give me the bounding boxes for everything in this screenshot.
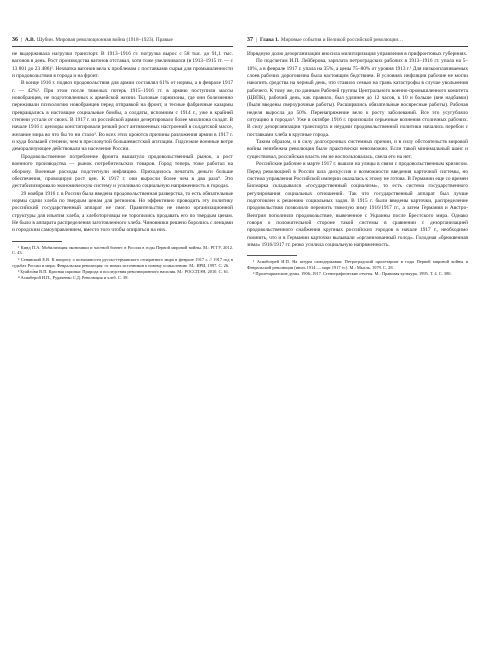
left-header-author: А.В. bbox=[25, 37, 35, 43]
footnote: ² Пролетариатские думы. 1906–1917. Стенографические отчеты. М.: Правовая культура, 1995. Т. 4. С. 380. bbox=[253, 271, 452, 277]
paragraph: В конце 1916 г. подвоз продовольствия для армии составлял 61% от нормы, а в феврале 1917 г. — 42%². При этом после тяжелых потерь 1915–1916 гг. в армию поступили массы новобранцев, не подготовленных к армейской жизни. Тыловые гарнизоны, где они болезненно переживали психологию новобранцев перед отправкой на фронт, и тесные фабричные казармы превращались в настоящие социальные бомбы, а солдаты, вспомним с 1914 г., уже в крайней степени устали от своих. В 1917 г. из российской армии дезертировало более миллиона солдат. В начале 1916 г. цензоры констатировали резкий рост антивоенных настроений в солдатской массе, желание мира во что бы то ни стало³. Во всех этих кроются причины разложения армии в 1917 г. и куда большей степени, чем в пресловутой большевистской агитации. Гидсеэкие военные вотре деморализующее действовали на население России. bbox=[12, 80, 233, 153]
footnote-rule bbox=[247, 255, 297, 256]
paragraph: Таким образом, и в силу долгосрочных системных причин, и в силу обстоятельств мировой войны неизбежна революция было практически невозможно. Если такой минимальный шанс и существовал, российская власть им не воспользовалась, свела его на нет. bbox=[247, 139, 468, 160]
book-spread bbox=[12, 37, 468, 620]
paragraph: Изрядную долю дезорганизации вносила милитаризация управления в прифронтовых губерниях. bbox=[247, 51, 468, 57]
footnote: ¹ Кинд П.А. Мобилизация экономики и частной бизнес в России в годы Первой мировой войны. М.: РГГУ, 2012. С. 43. bbox=[12, 244, 233, 256]
right-page bbox=[247, 37, 468, 620]
right-header-separator: | bbox=[256, 37, 258, 43]
left-body-text bbox=[12, 51, 233, 235]
left-header-separator: | bbox=[21, 37, 23, 43]
left-running-head bbox=[12, 37, 233, 47]
paragraph: Российские рабочие в марте 1917 г. вышли на улицы в связи с продовольственным кризисом. Перед революцией в России шла дискуссия о возможности введения карточной системы, но система управления Российской империи оказалась к этому не готова. В Германии еще со времен Бисмарка складывался «государственный социализм», то есть система государственного регулирования социальных отношений. Так что государственный аппарат был лучше подготовлен к решению социальных задач. В 1915 г. были введены карточки, распределение продовольствия позволило пережить тяжелую зиму 1916/1917 гг., а затем Германия и Австро-Венгрия пополнили продовольствие, вывезенное с Украины после Брестского мира. Однако говоря о положительной стороне такой системы в сравнении с дезорганизацией продовольственного снабжения крупных российских городов в начале 1917 г., необходимо помнить, что и в Германии карточки вызывали «организованный голод». Голодная «брюквенная зима» 1916/1917 гг. резко усилила социальную напряженность. bbox=[247, 161, 468, 248]
footnote: ⁴ Асиаберой И.П., Рудаченко С.Д. Революция и хлеб. С. 38. bbox=[18, 275, 129, 281]
right-page-number: 37 bbox=[247, 37, 253, 43]
footnote: ² Сенявский Е.В. К вопросу о возможности русско-германского сепаратного мира в феврале 1917 г. // 1917 год в судьбах России и мира. Февральская революция: от новых источников к новому осмыслению. М.: ИРИ, 1997. С. 26. bbox=[12, 256, 233, 268]
right-footnotes bbox=[247, 255, 468, 278]
left-header-title: Шубин. Мировая революционная война (1918–1923). Правые bbox=[36, 37, 173, 43]
left-page-number: 36 bbox=[12, 37, 18, 43]
paragraph: По подсчетам И.П. Лейберова, зарплата петроградских рабочих в 1913–1916 гг. упала на 5–10%, а в феврале 1917 г. упала на 35%, а цены 75–80% от уровня 1913 г.¹ Для низкооплачиваемых слоев рабочих дороговизна была настоящим бедствием. В условиях инфляции рабочие не могли накопить средства на черный день, что ставило семью на грань катастрофы в случае увольнения рабочего. К тому же, по данным Рабочей группы Центрального военно-промышленного комитета (ЦВПК), рабочий день, как правило, был удлинен до 12 часов, к 10 и больше (вне надбавки) (были введены сверхурочные работы). Расширялись обязательные восвресные работы). Рабочая неделя выросла до 50%. Перенапряжение вело к росту заболеваний. Все это усугубляло ситуацию в городах². Уже в октябре 1916 г. произошли серьезные волнения столичных рабочих. В силу дезорганизации транспорта и неудачи продовольственной политики начались перебои с поставками хлеба в крупные города. bbox=[247, 58, 468, 138]
footnote: ¹ Асиабоерей И.П. На штурм самодержавия: Петроградский пролетариат в годы Первой мировой войны и Февральской революции (июль 1914 — март 1917 гг.). М.: Мысль, 1979. С. 28. bbox=[247, 259, 468, 271]
footnote-rule bbox=[12, 241, 62, 242]
footnote: ³ Буайло́ви В.П. Красная скрипка: Природа и последствия революционного насилия. М.: РОССПЭН, 2010. С. 61. bbox=[18, 268, 230, 274]
right-running-head bbox=[247, 37, 468, 47]
left-footnotes bbox=[12, 241, 233, 282]
right-header-chapter: Глава 1. bbox=[260, 37, 279, 43]
left-page bbox=[12, 37, 233, 620]
paragraph: 29 ноября 1916 г. в России была введена продовольственная разверстка, то есть обязательные нормы сдачи хлеба по твердым ценам для регионов. Но эффективно проводить эту политику российский государственный аппарат не смог. Правительство не имело организационной структуры для изъятия хлеба, а хлеботорговцы не торопились продавать его по твердым ценам. Не было в аппарата распределения заготовленного хлеба. Чиновники решено боролись с ленцами и городским самоуправлением, вместо того чтобы опираться на них. bbox=[12, 190, 233, 234]
paragraph: не выдерживала нагрузки транспорт. В 1913–1916 гг. погрузка вырос с 58 тыс. до 91,1 тыс. вагонов в день. Рост производства вагонов отставал, хотя тоже увеличивался (в 1913–1915 гг. — с 13 801 до 23 486)¹. Нехватка вагонов вела к проблемам с поставками сырья для промышленности и продовольствия в города и на фронт. bbox=[12, 51, 233, 80]
right-header-title: Мировые события и Великой российской революции… bbox=[280, 37, 404, 43]
paragraph: Продовольственное потребление фронта вышатуло продовольственный рынок, а рост военного производства — рынок потребительских товаров. Город теперь тоже работал на оборону. Военные расходы подстегнули инфляцию. Приходилось печатать деньги больше обеспечения, провоцируя рост цен. К 1917 г. они выросли более чем в два раза⁴. Это дестабилизировало экономическую систему и усиливало социальную напряженность в городах. bbox=[12, 153, 233, 190]
right-body-text bbox=[247, 51, 468, 249]
